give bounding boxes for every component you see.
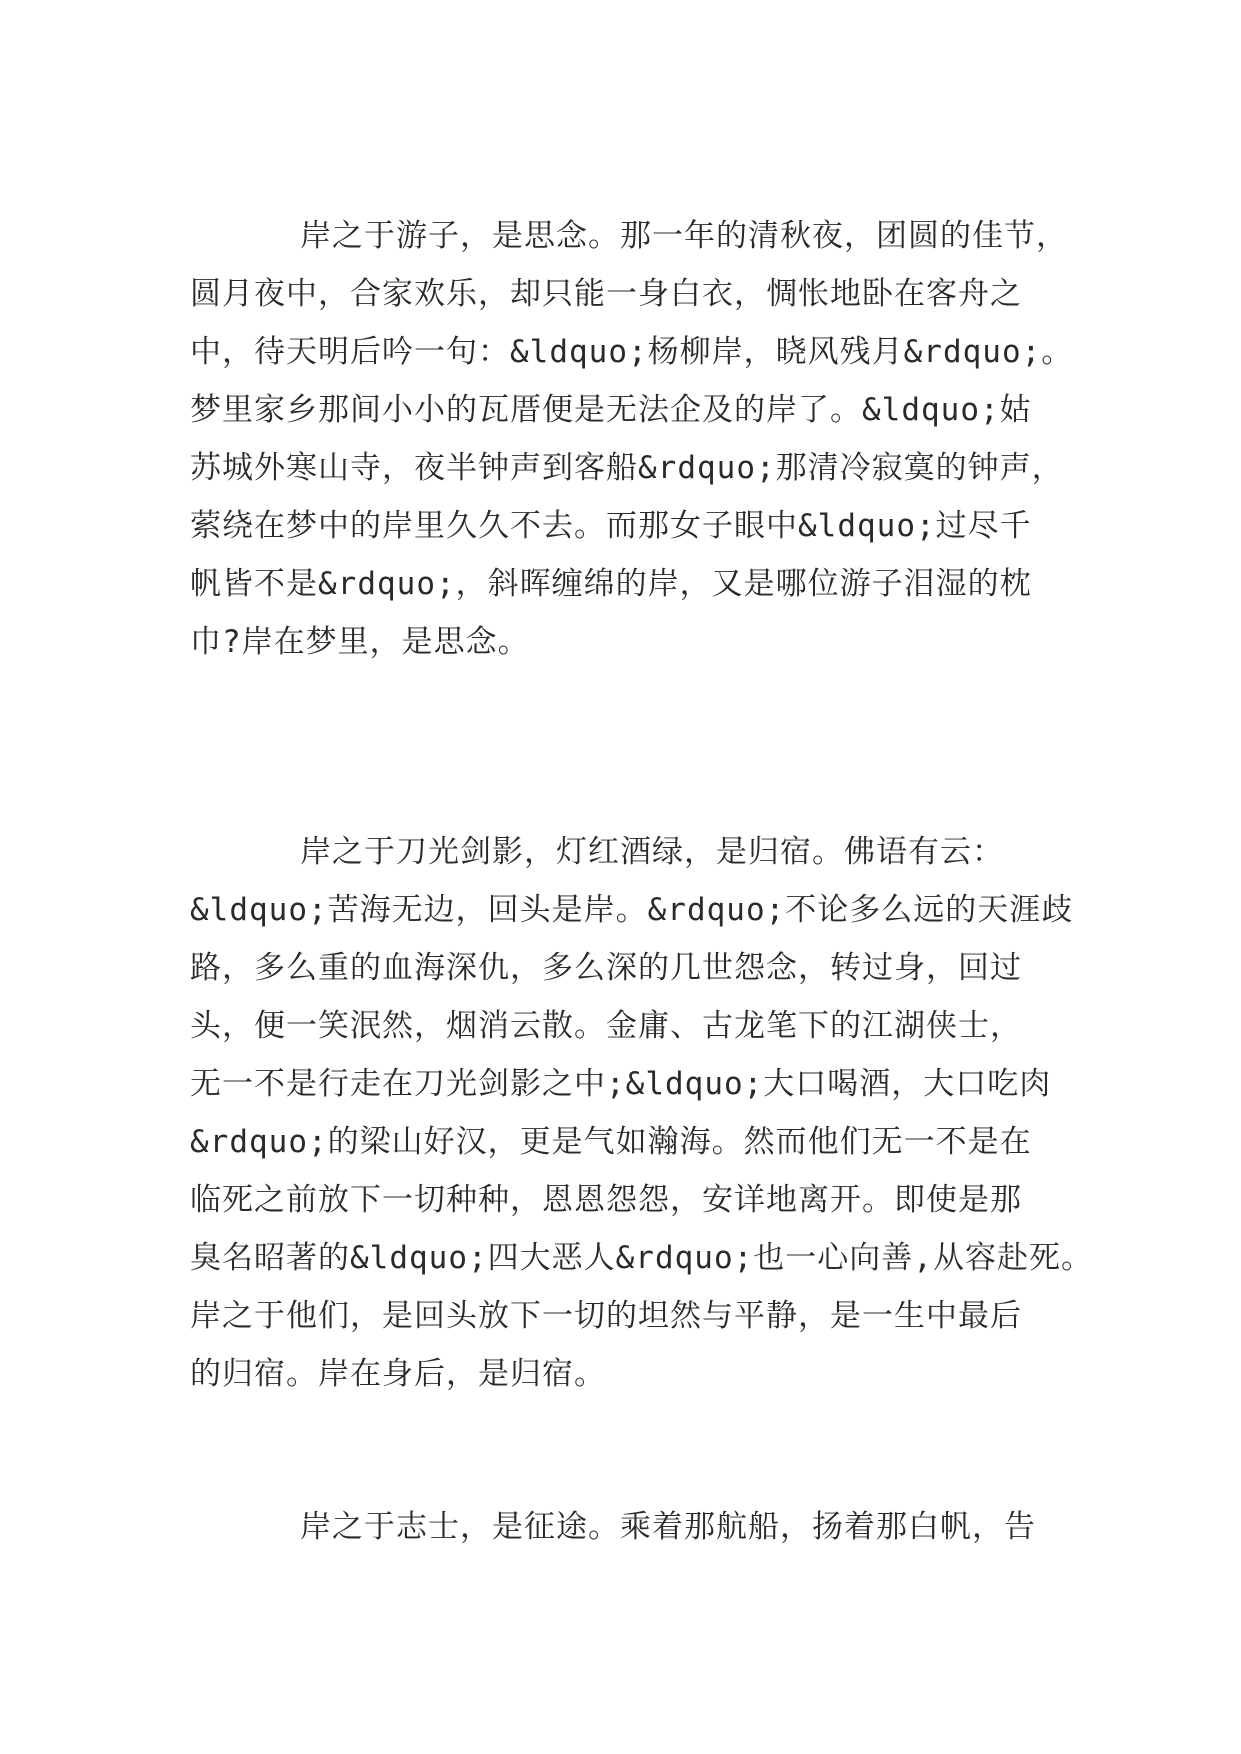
- text-line: 圆月夜中，合家欢乐，却只能一身白衣，惆怅地卧在客舟之: [190, 276, 1022, 312]
- text-line: 头，便一笑泯然，烟消云散。金庸、古龙笔下的江湖侠士，: [190, 1008, 1022, 1044]
- paragraph-longing: [190, 207, 1090, 671]
- text-line: 巾?岸在梦里，是思念。: [190, 624, 530, 660]
- text-line: 的归宿。岸在身后，是归宿。: [190, 1356, 606, 1392]
- text-line: 岸之于游子，是思念。那一年的清秋夜，团圆的佳节，: [300, 218, 1068, 254]
- text-line: 苏城外寒山寺，夜半钟声到客船&rdquo;那清冷寂寞的钟声，: [190, 450, 1064, 486]
- text-line: 岸之于刀光剑影，灯红酒绿，是归宿。佛语有云：: [300, 834, 1004, 870]
- paragraph-journey: [190, 1498, 1090, 1556]
- text-line: 岸之于志士，是征途。乘着那航船，扬着那白帆，告: [300, 1509, 1036, 1545]
- text-line: 临死之前放下一切种种，恩恩怨怨，安详地离开。即使是那: [190, 1182, 1022, 1218]
- text-line: &ldquo;苦海无边，回头是岸。&rdquo;不论多么远的天涯歧: [190, 892, 1074, 928]
- text-line: 无一不是行走在刀光剑影之中;&ldquo;大口喝酒，大口吃肉: [190, 1066, 1052, 1102]
- text-line: 路，多么重的血海深仇，多么深的几世怨念，转过身，回过: [190, 950, 1022, 986]
- text-line: &rdquo;的梁山好汉，更是气如瀚海。然而他们无一不是在: [190, 1124, 1032, 1160]
- text-line: 梦里家乡那间小小的瓦厝便是无法企及的岸了。&ldquo;姑: [190, 392, 1032, 428]
- text-line: 萦绕在梦中的岸里久久不去。而那女子眼中&ldquo;过尽千: [190, 508, 1032, 544]
- text-line: 岸之于他们，是回头放下一切的坦然与平静，是一生中最后: [190, 1298, 1022, 1334]
- text-line: 中，待天明后吟一句：&ldquo;杨柳岸，晓风残月&rdquo;。: [190, 334, 1074, 370]
- text-line: 臭名昭著的&ldquo;四大恶人&rdquo;也一心向善,从容赴死。: [190, 1240, 1093, 1276]
- paragraph-refuge: [190, 823, 1093, 1403]
- text-line: 帆皆不是&rdquo;，斜晖缠绵的岸，又是哪位游子泪湿的枕: [190, 566, 1032, 602]
